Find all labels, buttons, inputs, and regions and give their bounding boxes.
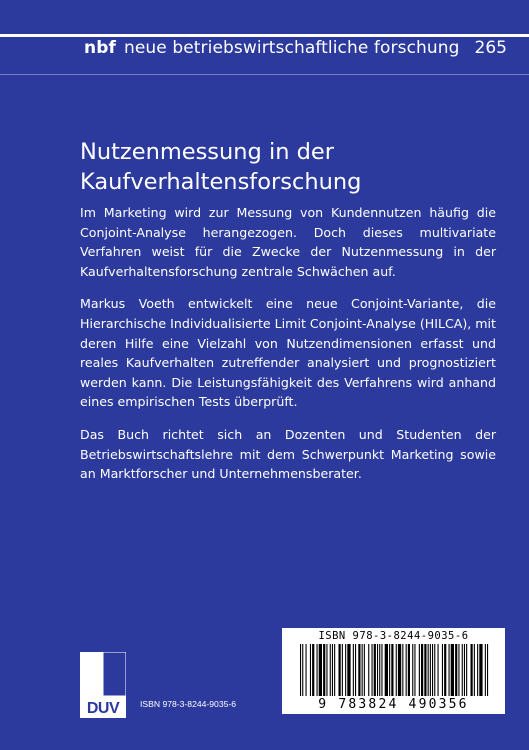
series-header	[0, 0, 529, 70]
barcode-digits: 9 783824 490356	[318, 697, 469, 712]
series-rule	[0, 34, 529, 37]
barcode	[282, 628, 505, 714]
publisher-logo	[80, 652, 126, 718]
series-number: 265	[474, 38, 507, 58]
blurb-paragraph-1: Im Marketing wird zur Messung von Kundennutzen häufig die Conjoint-Analyse herangezogen. Doch dieses multivariate Verfahren weist für die Zwecke der Nutzenmessung in der Kaufverhaltensforschung zentrale Schwächen auf.	[80, 205, 496, 279]
book-title-line-2: Kaufverhaltensforschung	[80, 169, 362, 196]
series-abbreviation: nbf	[84, 38, 116, 58]
book-title-line-1: Nutzenmessung in der	[80, 139, 335, 166]
series-name: neue betriebswirtschaftliche forschung	[123, 38, 460, 58]
blurb	[80, 203, 496, 497]
svg-text:DUV: DUV	[86, 700, 120, 717]
blurb-paragraph-3: Das Buch richtet sich an Dozenten und Studenten der Betriebswirtschaftslehre mit dem Schwerpunkt Marketing sowie an Marktforscher und Unternehmensberater.	[80, 426, 496, 482]
publisher-isbn: ISBN 978-3-8244-9035-6	[140, 699, 237, 709]
series-bottom-rule	[0, 74, 529, 75]
barcode-bars	[296, 644, 491, 698]
book-title	[80, 137, 500, 197]
barcode-isbn: ISBN 978-3-8244-9035-6	[318, 630, 469, 642]
series-title	[84, 38, 460, 58]
blurb-paragraph-2: Markus Voeth entwickelt eine neue Conjoint-Variante, die Hierarchische Individualisierte Limit Conjoint-Analyse (HILCA), mit deren Hilfe eine Vielzahl von Nutzendimensionen erfasst und reales Kaufverhalten zutreffender analysiert und prognostiziert werden kann. Die Leistungsfähigkeit des Verfahrens wird anhand eines empirischen Tests überprüft.	[80, 296, 496, 410]
